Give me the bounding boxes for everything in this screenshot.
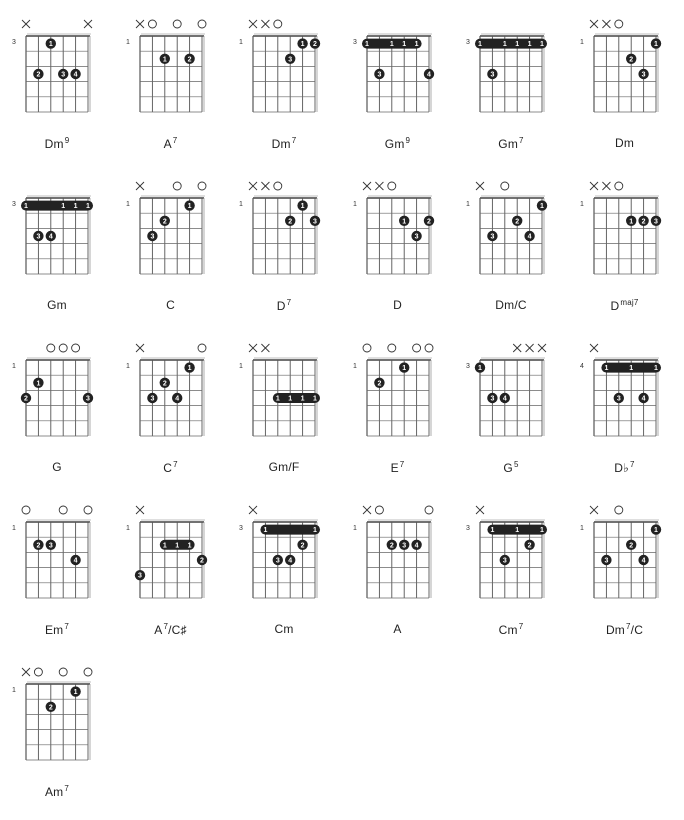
- chord-diagram: [229, 176, 339, 334]
- chord-name: [343, 298, 453, 312]
- open-string-marker: [72, 344, 80, 352]
- chord-extension-label: 9: [405, 136, 411, 145]
- chord-diagram: [570, 176, 680, 334]
- chord-fretboard: [229, 176, 339, 296]
- barre-finger-number: 1: [288, 395, 293, 403]
- finger-number: 1: [653, 41, 658, 49]
- finger-number: 2: [187, 56, 192, 64]
- barre-finger-number: 1: [174, 542, 179, 550]
- finger-number: 3: [653, 218, 658, 226]
- chord-diagram: [343, 176, 453, 334]
- chord-root-label: Em: [44, 623, 64, 637]
- chord-extension-label: 7: [172, 136, 178, 145]
- chord-name: [570, 136, 680, 150]
- chord-fretboard: [456, 500, 566, 620]
- chord-name: [456, 460, 566, 475]
- chord-diagram: [2, 338, 112, 496]
- finger-number: 2: [376, 380, 381, 388]
- barre-finger-number: 1: [24, 203, 28, 211]
- open-string-marker: [22, 506, 30, 514]
- base-fret-label: 3: [466, 363, 470, 370]
- finger-number: 4: [502, 395, 507, 403]
- finger-number: 1: [162, 56, 167, 64]
- chord-name: [2, 784, 112, 799]
- finger-number: 3: [313, 218, 317, 226]
- chord-bass-label: /C♯: [168, 623, 187, 637]
- barre-finger-number: 1: [540, 527, 544, 535]
- open-string-marker: [47, 344, 55, 352]
- chord-root-label: D: [610, 299, 620, 313]
- base-fret-label: 1: [12, 687, 16, 694]
- chord-name: [2, 622, 112, 637]
- chord-root-label: Cm: [274, 622, 294, 636]
- open-string-marker: [412, 344, 420, 352]
- finger-number: 3: [36, 233, 41, 241]
- base-fret-label: 1: [579, 39, 584, 46]
- chord-fretboard: [2, 338, 112, 458]
- chord-root-label: Dm: [605, 623, 625, 637]
- chord-diagram: [116, 338, 226, 496]
- chord-name: [229, 460, 339, 474]
- open-string-marker: [59, 344, 67, 352]
- chord-diagram: [343, 338, 453, 496]
- chord-fretboard: [2, 500, 112, 620]
- chord-name: [2, 136, 112, 151]
- chord-extension-label: 7: [163, 622, 169, 631]
- finger-number: 3: [61, 71, 66, 79]
- chord-diagram: [229, 338, 339, 496]
- chord-extension-label: 7: [291, 136, 297, 145]
- chord-bass-label: /C: [630, 623, 644, 637]
- finger-number: 4: [73, 557, 78, 565]
- chord-root-label: D: [276, 299, 286, 313]
- finger-number: 3: [490, 71, 495, 79]
- chord-fretboard: [570, 176, 680, 296]
- finger-number: 4: [414, 542, 419, 550]
- chord-root-label: D♭: [614, 461, 630, 475]
- chord-root-label: G: [52, 460, 62, 474]
- barre-bar: [475, 39, 547, 49]
- chord-name: [456, 622, 566, 637]
- chord-root-label: Gm: [498, 137, 519, 151]
- chord-extension-label: 7: [519, 136, 524, 145]
- finger-number: 3: [490, 233, 495, 241]
- barre-finger-number: 1: [300, 395, 305, 403]
- chord-extension-label: maj7: [620, 298, 639, 307]
- barre-finger-number: 1: [275, 395, 280, 403]
- chord-diagram: [343, 500, 453, 658]
- finger-number: 2: [426, 218, 431, 226]
- finger-number: 1: [540, 203, 544, 211]
- barre-finger-number: 1: [364, 41, 369, 49]
- base-fret-label: 4: [579, 363, 584, 370]
- finger-number: 2: [288, 218, 293, 226]
- finger-number: 1: [36, 380, 41, 388]
- finger-number: 1: [401, 365, 406, 373]
- barre-finger-number: 1: [313, 527, 317, 535]
- barre-finger-number: 1: [61, 203, 66, 211]
- finger-number: 2: [162, 218, 167, 226]
- chord-root-label: A: [163, 137, 172, 151]
- base-fret-label: 1: [125, 201, 130, 208]
- chord-root-label: Gm/F: [268, 460, 300, 474]
- finger-number: 4: [288, 557, 293, 565]
- finger-number: 4: [641, 557, 646, 565]
- chord-root-label: D: [393, 298, 402, 312]
- barre-finger-number: 1: [162, 542, 167, 550]
- open-string-marker: [59, 668, 67, 676]
- chord-diagram: [229, 14, 339, 172]
- chord-root-label: Dm/C: [495, 298, 527, 312]
- chord-fretboard: [456, 176, 566, 296]
- finger-number: 3: [149, 233, 154, 241]
- chord-diagram: [2, 500, 112, 658]
- open-string-marker: [274, 182, 282, 190]
- finger-number: 1: [628, 218, 633, 226]
- finger-number: 2: [36, 71, 41, 79]
- chord-name: [456, 136, 566, 151]
- finger-number: 3: [414, 233, 419, 241]
- barre-finger-number: 1: [515, 527, 520, 535]
- base-fret-label: 1: [12, 363, 16, 370]
- open-string-marker: [425, 344, 433, 352]
- finger-number: 3: [490, 395, 495, 403]
- open-string-marker: [501, 182, 509, 190]
- finger-number: 4: [641, 395, 646, 403]
- base-fret-label: 1: [12, 525, 16, 532]
- open-string-marker: [173, 182, 181, 190]
- finger-number: 1: [300, 41, 305, 49]
- open-string-marker: [148, 20, 156, 28]
- open-string-marker: [173, 20, 181, 28]
- chord-diagram: [456, 14, 566, 172]
- finger-number: 3: [86, 395, 90, 403]
- barre-bar: [260, 525, 320, 535]
- chord-name: [570, 622, 680, 637]
- base-fret-label: 1: [466, 201, 470, 208]
- base-fret-label: 3: [12, 39, 16, 46]
- chord-name: [570, 460, 680, 475]
- base-fret-label: 1: [579, 525, 584, 532]
- chord-root-label: C: [163, 461, 173, 475]
- open-string-marker: [274, 20, 282, 28]
- chord-name: [229, 622, 339, 636]
- chord-name: [229, 298, 339, 313]
- base-fret-label: 3: [352, 39, 357, 46]
- chord-root-label: G: [503, 461, 513, 475]
- chord-extension-label: 5: [513, 460, 519, 469]
- chord-diagram: [116, 500, 226, 658]
- finger-number: 3: [137, 572, 142, 580]
- chord-name: [116, 460, 226, 475]
- finger-number: 1: [187, 203, 192, 211]
- open-string-marker: [425, 506, 433, 514]
- chord-name: [229, 136, 339, 151]
- chord-extension-label: 7: [286, 298, 292, 307]
- open-string-marker: [198, 20, 206, 28]
- barre-finger-number: 1: [414, 41, 419, 49]
- base-fret-label: 1: [352, 525, 357, 532]
- chord-diagram: [570, 14, 680, 172]
- barre-finger-number: 1: [527, 41, 532, 49]
- chord-diagram: [2, 176, 112, 334]
- chord-diagram: [116, 14, 226, 172]
- barre-finger-number: 1: [515, 41, 520, 49]
- chord-fretboard: [570, 500, 680, 620]
- open-string-marker: [387, 182, 395, 190]
- chord-name: [343, 622, 453, 636]
- finger-number: 4: [48, 233, 53, 241]
- chord-fretboard: [229, 500, 339, 620]
- chord-name: [116, 136, 226, 151]
- finger-number: 4: [73, 71, 78, 79]
- barre-finger-number: 1: [628, 365, 633, 373]
- finger-number: 1: [478, 365, 482, 373]
- chord-extension-label: 7: [399, 460, 405, 469]
- finger-number: 2: [162, 380, 167, 388]
- chord-fretboard: [343, 176, 453, 296]
- open-string-marker: [387, 344, 395, 352]
- base-fret-label: 3: [466, 39, 470, 46]
- base-fret-label: 1: [239, 363, 243, 370]
- chord-root-label: Cm: [498, 623, 518, 637]
- finger-number: 3: [502, 557, 507, 565]
- chord-extension-label: 7: [626, 622, 631, 631]
- chord-name: [2, 298, 112, 312]
- finger-number: 3: [641, 71, 646, 79]
- base-fret-label: 1: [352, 201, 357, 208]
- base-fret-label: 3: [466, 525, 470, 532]
- finger-number: 2: [36, 542, 41, 550]
- chord-diagram: [343, 14, 453, 172]
- chord-extension-label: 7: [173, 460, 178, 469]
- chord-name: [456, 298, 566, 312]
- base-fret-label: 1: [125, 525, 130, 532]
- barre-bar: [21, 201, 93, 211]
- chord-root-label: Dm: [271, 137, 291, 151]
- barre-finger-number: 1: [653, 365, 658, 373]
- finger-number: 2: [389, 542, 394, 550]
- chord-fretboard: [343, 500, 453, 620]
- chord-fretboard: [2, 14, 112, 134]
- finger-number: 3: [603, 557, 608, 565]
- finger-number: 2: [48, 704, 53, 712]
- base-fret-label: 3: [239, 525, 243, 532]
- finger-number: 1: [187, 365, 192, 373]
- chord-fretboard: [456, 338, 566, 458]
- finger-number: 2: [515, 218, 520, 226]
- finger-number: 3: [616, 395, 621, 403]
- chord-extension-label: 9: [64, 136, 70, 145]
- barre-finger-number: 1: [86, 203, 90, 211]
- chord-diagram: [2, 662, 112, 820]
- chord-fretboard: [2, 176, 112, 296]
- chord-root-label: Am: [44, 785, 64, 799]
- barre-finger-number: 1: [73, 203, 78, 211]
- finger-number: 3: [48, 542, 53, 550]
- finger-number: 4: [174, 395, 179, 403]
- chord-root-label: Dm: [614, 136, 635, 150]
- finger-number: 3: [401, 542, 406, 550]
- finger-number: 3: [275, 557, 280, 565]
- finger-number: 4: [527, 233, 532, 241]
- chord-name: [116, 298, 226, 312]
- finger-number: 2: [313, 41, 317, 49]
- barre-finger-number: 1: [502, 41, 507, 49]
- chord-name: [116, 622, 226, 637]
- chord-diagram: [456, 500, 566, 658]
- chord-extension-label: 7: [630, 460, 635, 469]
- base-fret-label: 1: [125, 39, 130, 46]
- barre-finger-number: 1: [490, 527, 495, 535]
- chord-extension-label: 7: [64, 622, 70, 631]
- chord-name: [2, 460, 112, 474]
- base-fret-label: 1: [352, 363, 357, 370]
- finger-number: 3: [149, 395, 154, 403]
- chord-fretboard: [570, 338, 680, 458]
- chord-fretboard: [343, 14, 453, 134]
- open-string-marker: [198, 344, 206, 352]
- chord-fretboard: [229, 14, 339, 134]
- chord-diagram: [116, 176, 226, 334]
- chord-name: [570, 298, 680, 313]
- barre-finger-number: 1: [389, 41, 394, 49]
- finger-number: 1: [653, 527, 658, 535]
- open-string-marker: [363, 344, 371, 352]
- open-string-marker: [198, 182, 206, 190]
- chord-extension-label: 7: [518, 622, 524, 631]
- finger-number: 2: [628, 542, 633, 550]
- finger-number: 2: [24, 395, 28, 403]
- chord-root-label: C: [166, 298, 175, 312]
- chord-extension-label: 7: [64, 784, 70, 793]
- open-string-marker: [614, 182, 622, 190]
- barre-finger-number: 1: [478, 41, 482, 49]
- finger-number: 1: [401, 218, 406, 226]
- barre-finger-number: 1: [313, 395, 317, 403]
- chord-diagram: [570, 338, 680, 496]
- chord-diagram: [456, 338, 566, 496]
- finger-number: 1: [73, 689, 78, 697]
- chord-fretboard: [456, 14, 566, 134]
- finger-number: 2: [300, 542, 305, 550]
- chord-diagram: [2, 14, 112, 172]
- finger-number: 4: [426, 71, 431, 79]
- base-fret-label: 3: [12, 201, 16, 208]
- chord-fretboard: [2, 662, 112, 782]
- open-string-marker: [34, 668, 42, 676]
- chord-fretboard: [229, 338, 339, 458]
- barre-finger-number: 1: [187, 542, 192, 550]
- open-string-marker: [375, 506, 383, 514]
- open-string-marker: [614, 20, 622, 28]
- chord-diagram: [570, 500, 680, 658]
- chord-fretboard: [116, 176, 226, 296]
- finger-number: 2: [527, 542, 532, 550]
- chord-root-label: Gm: [384, 137, 405, 151]
- chord-fretboard: [116, 338, 226, 458]
- chord-fretboard: [570, 14, 680, 134]
- finger-number: 2: [641, 218, 646, 226]
- open-string-marker: [614, 506, 622, 514]
- chord-diagram: [229, 500, 339, 658]
- finger-number: 2: [628, 56, 633, 64]
- chord-fretboard: [343, 338, 453, 458]
- base-fret-label: 1: [239, 39, 243, 46]
- barre-finger-number: 1: [263, 527, 268, 535]
- chord-fretboard: [116, 500, 226, 620]
- chord-root-label: E: [390, 461, 399, 475]
- open-string-marker: [59, 506, 67, 514]
- finger-number: 3: [288, 56, 293, 64]
- chord-root-label: Gm: [47, 298, 67, 312]
- finger-number: 3: [376, 71, 381, 79]
- barre-finger-number: 1: [603, 365, 608, 373]
- chord-name: [343, 136, 453, 151]
- base-fret-label: 1: [579, 201, 584, 208]
- finger-number: 1: [300, 203, 305, 211]
- barre-finger-number: 1: [401, 41, 406, 49]
- chord-root-label: A: [154, 623, 163, 637]
- chord-fretboard: [116, 14, 226, 134]
- open-string-marker: [84, 668, 92, 676]
- base-fret-label: 1: [125, 363, 130, 370]
- barre-finger-number: 1: [540, 41, 544, 49]
- finger-number: 1: [48, 41, 53, 49]
- open-string-marker: [84, 506, 92, 514]
- base-fret-label: 1: [239, 201, 243, 208]
- chord-root-label: A: [393, 622, 402, 636]
- chord-name: [343, 460, 453, 475]
- chord-root-label: Dm: [44, 137, 64, 151]
- chord-diagram: [456, 176, 566, 334]
- finger-number: 2: [199, 557, 204, 565]
